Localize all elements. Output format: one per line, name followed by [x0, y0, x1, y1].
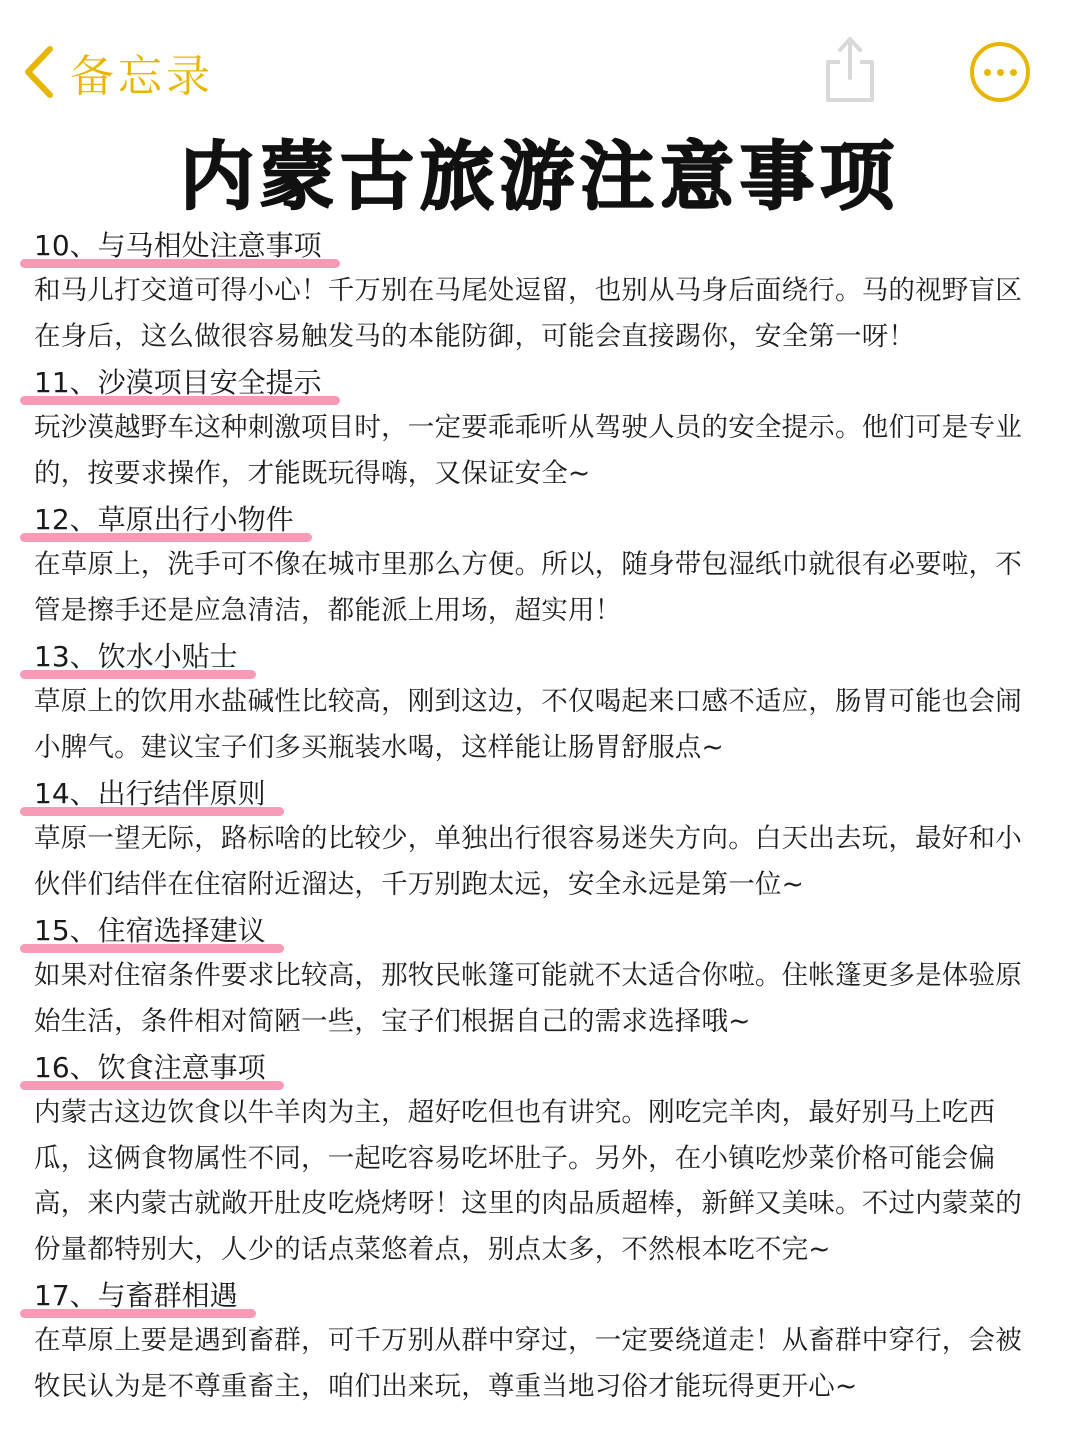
section-heading-wrap	[34, 224, 322, 268]
back-button[interactable]	[22, 40, 214, 104]
section-body: 内蒙古这边饮食以牛羊肉为主，超好吃但也有讲究。刚吃完羊肉，最好别马上吃西瓜，这俩食物属性不同，一起吃容易吃坏肚子。另外，在小镇吃炒菜价格可能会偏高，来内蒙古就敞开肚皮吃烧烤呀！这里的肉品质超棒，新鲜又美味。不过内蒙菜的份量都特别大，人少的话点菜悠着点，别点太多，不然根本吃不完~	[34, 1097, 1022, 1265]
section-heading: 13、饮水小贴士	[34, 640, 238, 673]
share-icon	[818, 34, 882, 106]
section-heading-wrap	[34, 772, 266, 816]
section-heading: 11、沙漠项目安全提示	[34, 366, 322, 399]
section-heading-wrap	[34, 1046, 266, 1090]
section-heading: 16、饮食注意事项	[34, 1051, 266, 1084]
section-body: 玩沙漠越野车这种刺激项目时，一定要乖乖听从驾驶人员的安全提示。他们可是专业的，按要求操作，才能既玩得嗨，又保证安全~	[34, 412, 1022, 489]
note-section	[34, 359, 1044, 496]
section-heading: 12、草原出行小物件	[34, 503, 294, 536]
share-button[interactable]	[818, 34, 882, 106]
page-title: 内蒙古旅游注意事项	[180, 134, 900, 220]
note-section	[34, 770, 1044, 907]
more-icon	[984, 69, 991, 76]
note-content	[34, 222, 1044, 1409]
note-section	[34, 633, 1044, 770]
section-body: 草原上的饮用水盐碱性比较高，刚到这边，不仅喝起来口感不适应，肠胃可能也会闹小脾气。建议宝子们多买瓶装水喝，这样能让肠胃舒服点~	[34, 686, 1022, 763]
note-section	[34, 907, 1044, 1044]
section-body: 如果对住宿条件要求比较高，那牧民帐篷可能就不太适合你啦。住帐篷更多是体验原始生活，条件相对简陋一些，宝子们根据自己的需求选择哦~	[34, 960, 1022, 1037]
section-heading-wrap	[34, 909, 266, 953]
section-heading: 17、与畜群相遇	[34, 1279, 238, 1312]
section-heading: 14、出行结伴原则	[34, 777, 266, 810]
section-heading-wrap	[34, 498, 294, 542]
navigation-bar	[0, 0, 1080, 120]
section-heading-wrap	[34, 361, 322, 405]
section-body: 在草原上要是遇到畜群，可千万别从群中穿过，一定要绕道走！从畜群中穿行，会被牧民认为是不尊重畜主，咱们出来玩，尊重当地习俗才能玩得更开心~	[34, 1325, 1022, 1402]
note-section	[34, 222, 1044, 359]
section-body: 草原一望无际，路标啥的比较少，单独出行很容易迷失方向。白天出去玩，最好和小伙伴们结伴在住宿附近溜达，千万别跑太远，安全永远是第一位~	[34, 823, 1022, 900]
section-heading-wrap	[34, 635, 238, 679]
section-body: 和马儿打交道可得小心！千万别在马尾处逗留，也别从马身后面绕行。马的视野盲区在身后，这么做很容易触发马的本能防御，可能会直接踢你，安全第一呀！	[34, 275, 1022, 352]
section-heading: 10、与马相处注意事项	[34, 229, 322, 262]
back-label: 备忘录	[70, 51, 214, 102]
note-section	[34, 1044, 1044, 1272]
more-button[interactable]	[970, 42, 1030, 102]
note-section	[34, 1272, 1044, 1409]
section-heading-wrap	[34, 1274, 238, 1318]
chevron-left-icon	[22, 45, 56, 99]
section-heading: 15、住宿选择建议	[34, 914, 266, 947]
note-section	[34, 496, 1044, 633]
section-body: 在草原上，洗手可不像在城市里那么方便。所以，随身带包湿纸巾就很有必要啦，不管是擦手还是应急清洁，都能派上用场，超实用！	[34, 549, 1022, 626]
